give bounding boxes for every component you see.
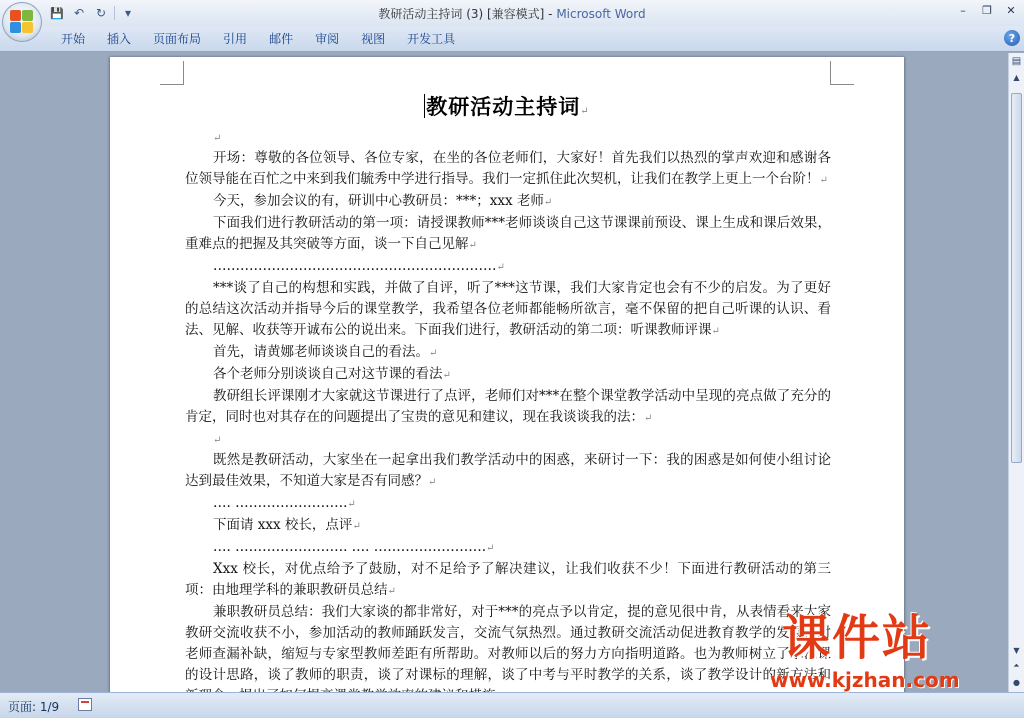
paragraph-text: ***谈了自己的构想和实践，并做了自评，听了***这节课，我们大家肯定也会有不少的启发。为了更好的总结这次活动并指导今后的课堂教学，我希望各位老师都能畅所欲言，毫不保留的把自己听课的认识、看法、见解、收获等开诚布公的说出来。下面我们进行，教研活动的第二项：听课教师评课 bbox=[185, 280, 831, 338]
paragraph-mark: ↵ bbox=[442, 370, 451, 381]
vertical-scrollbar[interactable] bbox=[1008, 53, 1024, 692]
window-title bbox=[0, 5, 1024, 22]
office-button[interactable] bbox=[2, 2, 42, 42]
paragraph-text: 各个老师分别谈谈自己对这节课的看法 bbox=[213, 366, 443, 382]
document-name: 教研活动主持词 (3) [兼容模式] - bbox=[378, 7, 557, 21]
select-browse-object-icon[interactable]: ● bbox=[1013, 677, 1020, 687]
tab-references[interactable]: 引用 bbox=[223, 32, 248, 46]
minimize-button[interactable]: – bbox=[960, 3, 966, 17]
paragraph-text: 兼职教研员总结：我们大家谈的都非常好，对于***的亮点予以肯定，提的意见很中肯，从表情看来大家教研交流收获不小，参加活动的教师踊跃发言，交流气氛热烈。通过教研交流活动促进教育教学的发展，对老师查漏补缺，缩短与专家型教师差距有所帮助。对教师以后的努力方向指明道路。也为教师树立了示范课的设计思路，谈了教师的职责，谈了对课标的理解，谈了中考与平时教学的关系，谈了教学设计的新方法和 bbox=[185, 604, 831, 683]
document-paragraph bbox=[185, 450, 831, 493]
tab-page-layout[interactable]: 页面布局 bbox=[153, 32, 202, 46]
paragraph-mark: ↵ bbox=[213, 435, 222, 446]
document-paragraph bbox=[185, 559, 831, 602]
document-paragraph bbox=[185, 256, 831, 278]
paragraph-text: …. ……………………. …. ……………………. bbox=[213, 539, 487, 555]
previous-page-icon[interactable]: ⏶ bbox=[1013, 661, 1020, 670]
paragraph-mark: ↵ bbox=[347, 499, 356, 510]
document-paragraph bbox=[185, 213, 831, 256]
document-title-text: 教研活动主持词 bbox=[426, 94, 581, 119]
document-paragraph bbox=[185, 429, 831, 450]
page-indicator[interactable]: 页面: 1/9 bbox=[8, 700, 60, 714]
paragraph-text: 开场：尊敬的各位领导、各位专家，在坐的各位老师们，大家好！首先我们以热烈的掌声欢迎和感谢各位领导能在百忙之中来到我们毓秀中学进行指导。我们一定抓住此次契机，让我们在教学上更上一个台阶！ bbox=[185, 150, 831, 187]
paragraph-text: 下面请 xxx 校长，点评 bbox=[213, 517, 353, 533]
paragraph-text: 今天，参加会议的有，研训中心教研员：***；xxx 老师 bbox=[213, 193, 544, 209]
ribbon-tabs bbox=[50, 30, 466, 48]
tab-insert[interactable]: 插入 bbox=[107, 32, 132, 46]
document-paragraph bbox=[185, 191, 831, 213]
paragraph-mark: ↵ bbox=[387, 586, 396, 597]
scroll-thumb[interactable] bbox=[1011, 93, 1022, 463]
paragraph-text: 既然是教研活动，大家坐在一起拿出我们教学活动中的困惑，来研讨一下：我的困惑是如何使小组讨论达到最佳效果，不知道大家是否有同感？ bbox=[185, 452, 831, 489]
paragraph-mark: ↵ bbox=[580, 106, 590, 117]
paragraph-mark: ↵ bbox=[819, 175, 828, 186]
paragraph-text: 教研组长评课刚才大家就这节课进行了点评，老师们对***在整个课堂教学活动中呈现的亮点做了充分的肯定，同时也对其存在的问题提出了宝贵的意见和建议，现在我谈谈我的法： bbox=[185, 388, 831, 425]
office-logo-icon bbox=[10, 10, 34, 34]
document-body bbox=[185, 127, 831, 708]
scroll-down-icon[interactable]: ▼ bbox=[1013, 645, 1020, 655]
close-button[interactable]: ✕ bbox=[1006, 3, 1016, 17]
document-area bbox=[0, 53, 1008, 692]
tab-mailings[interactable]: 邮件 bbox=[269, 32, 294, 46]
document-paragraph bbox=[185, 148, 831, 191]
document-paragraph bbox=[185, 493, 831, 515]
paragraph-mark: ↵ bbox=[496, 262, 505, 273]
status-bar bbox=[0, 692, 1024, 718]
customize-qat-icon[interactable]: ▾ bbox=[124, 6, 132, 20]
margin-corner-top-right bbox=[830, 61, 854, 85]
margin-corner-top-left bbox=[160, 61, 184, 85]
paragraph-text: Xxx 校长，对优点给予了鼓励，对不足给予了解决建议，让我们收获不少！下面进行教研活动的第三项：由地理学科的兼职教研员总结 bbox=[185, 561, 831, 598]
document-title bbox=[110, 91, 904, 121]
paragraph-mark: ↵ bbox=[428, 477, 437, 488]
tab-home[interactable]: 开始 bbox=[61, 32, 86, 46]
tab-review[interactable]: 审阅 bbox=[315, 32, 340, 46]
title-bar bbox=[0, 0, 1024, 26]
paragraph-text: 下面我们进行教研活动的第一项：请授课教师***老师谈谈自己这节课课前预设、课上生成和课后效果，重难点的把握及其突破等方面，谈一下自己见解 bbox=[185, 215, 831, 252]
watermark-url: www.kjzhan.com bbox=[770, 668, 960, 692]
help-icon[interactable]: ? bbox=[1004, 30, 1020, 46]
ruler-toggle-icon[interactable]: ▤ bbox=[1011, 55, 1022, 67]
watermark-logo: 课件站 bbox=[782, 610, 933, 666]
tab-developer[interactable]: 开发工具 bbox=[407, 32, 456, 46]
scroll-up-icon[interactable]: ▲ bbox=[1013, 72, 1020, 82]
undo-icon[interactable]: ↶ bbox=[73, 6, 85, 20]
proofing-status-icon[interactable] bbox=[78, 698, 92, 711]
paragraph-mark: ↵ bbox=[711, 326, 720, 337]
scroll-bottom-controls bbox=[1009, 642, 1024, 690]
app-name: Microsoft Word bbox=[556, 7, 646, 21]
document-paragraph bbox=[185, 342, 831, 364]
restore-button[interactable]: ❐ bbox=[982, 3, 992, 17]
document-paragraph bbox=[185, 537, 831, 559]
ribbon-tab-bar bbox=[0, 26, 1024, 52]
redo-icon[interactable]: ↻ bbox=[95, 6, 107, 20]
document-paragraph bbox=[185, 515, 831, 537]
tab-view[interactable]: 视图 bbox=[361, 32, 386, 46]
paragraph-mark: ↵ bbox=[468, 240, 477, 251]
paragraph-mark: ↵ bbox=[213, 133, 222, 144]
paragraph-text: ……………………………………………………… bbox=[213, 258, 497, 274]
paragraph-mark: ↵ bbox=[644, 413, 653, 424]
paragraph-text: 首先，请黄娜老师谈谈自己的看法。 bbox=[213, 344, 429, 360]
paragraph-mark: ↵ bbox=[352, 521, 361, 532]
save-icon[interactable]: 💾 bbox=[50, 6, 64, 20]
document-paragraph bbox=[185, 127, 831, 148]
paragraph-mark: ↵ bbox=[486, 543, 495, 554]
paragraph-mark: ↵ bbox=[543, 197, 553, 208]
paragraph-text: …. ……………………. bbox=[213, 495, 348, 511]
document-paragraph bbox=[185, 364, 831, 386]
document-paragraph bbox=[185, 278, 831, 342]
paragraph-mark: ↵ bbox=[429, 348, 438, 359]
window-controls bbox=[954, 2, 1020, 18]
document-paragraph bbox=[185, 386, 831, 429]
